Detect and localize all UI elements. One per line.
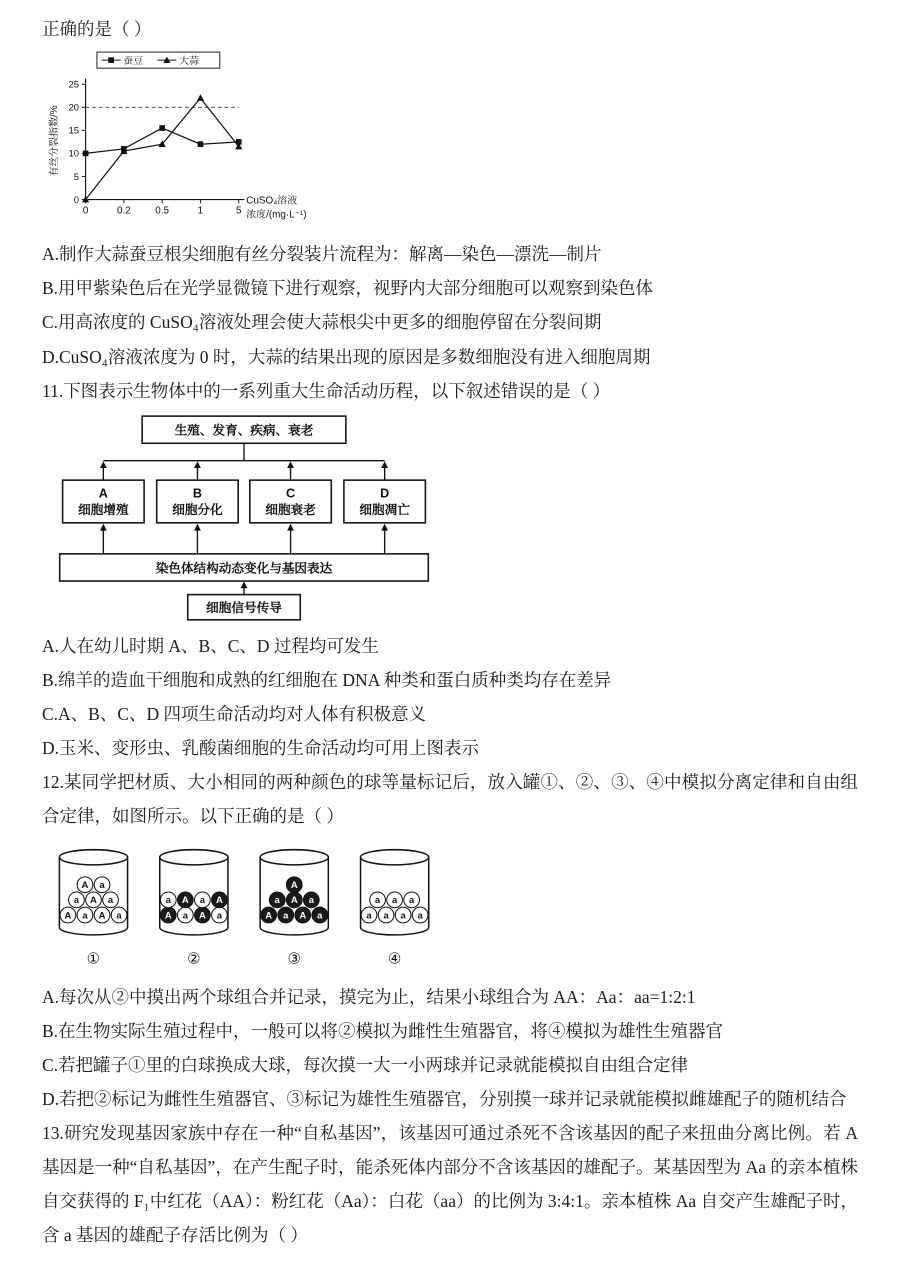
q12-stem: 12.某同学把材质、大小相同的两种颜色的球等量标记后，放入罐①、②、③、④中模拟分离定律和自由组合定律，如图所示。以下正确的是（ ） <box>42 772 858 827</box>
box-a-letter: A <box>98 486 108 501</box>
q10-option-b: B.用甲紫染色后在光学显微镜下进行观察，视野内大部分细胞可以观察到染色体 <box>42 278 654 299</box>
svg-text:10: 10 <box>68 148 79 160</box>
svg-text:20: 20 <box>68 102 79 114</box>
svg-text:大蒜: 大蒜 <box>179 56 199 68</box>
svg-text:A: A <box>81 879 89 891</box>
svg-text:a: a <box>182 909 188 921</box>
box-c-letter: C <box>286 486 296 501</box>
svg-text:0: 0 <box>82 205 89 217</box>
jars-illustration <box>46 844 444 969</box>
svg-text:④: ④ <box>387 949 402 967</box>
svg-text:A: A <box>98 909 106 921</box>
q11-option-b: B.绵羊的造血干细胞和成熟的红细胞在 DNA 种类和蛋白质种类均存在差异 <box>42 669 612 690</box>
svg-text:A: A <box>198 909 206 921</box>
q10-option-c: C.用高浓度的 CuSO₄溶液处理会使大蒜根尖中更多的细胞停留在分裂间期 <box>42 312 602 333</box>
svg-text:0.5: 0.5 <box>155 205 170 217</box>
q11-stem: 11.下图表示生物体中的一系列重大生命活动历程，以下叙述错误的是（ ） <box>42 380 611 401</box>
svg-text:a: a <box>99 879 105 891</box>
q12-option-a: A.每次从②中摸出两个球组合并记录，摸完为止，结果小球组合为 AA：Aa：aa=1:2:1 <box>42 986 696 1007</box>
svg-text:a: a <box>391 894 398 906</box>
svg-text:A: A <box>90 894 97 906</box>
svg-text:CuSO₄溶液: CuSO₄溶液 <box>246 195 298 207</box>
box-b-letter: B <box>192 486 202 501</box>
box-a-label: 细胞增殖 <box>78 502 129 517</box>
svg-text:A: A <box>181 894 189 906</box>
mitotic-index-chart-figure <box>44 50 858 235</box>
svg-text:③: ③ <box>287 949 302 967</box>
svg-text:A: A <box>64 909 72 921</box>
intro-line: 正确的是（ ） <box>42 19 152 39</box>
box-d-letter: D <box>380 486 390 501</box>
diagram-middle-label: 染色体结构动态变化与基因表达 <box>155 561 333 576</box>
svg-text:A: A <box>164 909 172 921</box>
svg-text:有丝分裂指数/%: 有丝分裂指数/% <box>49 105 61 177</box>
svg-text:a: a <box>82 909 88 921</box>
svg-text:5: 5 <box>73 171 79 183</box>
svg-text:25: 25 <box>68 79 79 91</box>
svg-text:a: a <box>374 894 381 906</box>
q11-option-a: A.人在幼儿时期 A、B、C、D 过程均可发生 <box>42 635 379 656</box>
svg-text:15: 15 <box>68 125 79 137</box>
svg-text:蚕豆: 蚕豆 <box>123 56 144 68</box>
svg-text:a: a <box>199 894 206 906</box>
svg-text:浓度/(mg·L⁻¹): 浓度/(mg·L⁻¹) <box>246 209 307 221</box>
box-b-label: 细胞分化 <box>172 502 223 517</box>
box-c-label: 细胞衰老 <box>265 502 316 517</box>
diagram-bottom-label: 细胞信号传导 <box>206 600 282 615</box>
svg-text:a: a <box>107 894 114 906</box>
svg-text:0.2: 0.2 <box>116 205 131 217</box>
svg-text:a: a <box>216 909 223 921</box>
svg-text:a: a <box>417 909 423 921</box>
q11-option-c: C.A、B、C、D 四项生命活动均对人体有积极意义 <box>42 704 427 724</box>
svg-text:①: ① <box>86 949 101 967</box>
svg-text:a: a <box>165 894 171 906</box>
q11-option-d: D.玉米、变形虫、乳酸菌细胞的生命活动均可用上图表示 <box>42 738 480 759</box>
jars-figure <box>46 844 858 974</box>
svg-text:a: a <box>283 909 289 921</box>
svg-text:②: ② <box>187 949 201 967</box>
svg-text:A: A <box>290 894 298 906</box>
svg-text:A: A <box>265 909 273 921</box>
svg-text:A: A <box>299 909 307 921</box>
q10-option-a: A.制作大蒜蚕豆根尖细胞有丝分裂装片流程为：解离—染色—漂洗—制片 <box>42 244 602 265</box>
svg-text:A: A <box>216 894 223 906</box>
life-activity-diagram <box>50 412 438 622</box>
diagram-top-label: 生殖、发育、疾病、衰老 <box>174 423 314 438</box>
q10-option-d: D.CuSO₄溶液浓度为 0 时，大蒜的结果出现的原因是多数细胞没有进入细胞周期 <box>42 346 651 367</box>
svg-text:a: a <box>383 909 389 921</box>
q12-option-b: B.在生物实际生殖过程中，一般可以将②模拟为雌性生殖器官，将④模拟为雄性生殖器官 <box>42 1020 724 1041</box>
svg-text:a: a <box>274 894 280 906</box>
q12-option-c: C.若把罐子①里的白球换成大球，每次摸一大一小两球并记录就能模拟自由组合定律 <box>42 1054 689 1075</box>
svg-text:5: 5 <box>235 205 242 217</box>
svg-text:a: a <box>317 909 323 921</box>
box-d-label: 细胞凋亡 <box>359 502 410 517</box>
svg-text:a: a <box>400 909 406 921</box>
svg-text:a: a <box>409 894 415 906</box>
svg-text:A: A <box>290 879 298 891</box>
q13-text: 13.研究发现基因家族中存在一种“自私基因”，该基因可通过杀死不含该基因的配子来扭曲分离比例。若 A 基因是一种“自私基因”，在产生配子时，能杀死体内部分不含该基因的雄配子。某基因型为 Aa 的亲本植株自交获得的 F₁中红花（AA）：粉红花（Aa）：白花（aa）的比例为 3:4:1。亲本植株 Aa 自交产生雄配子时，含 a 基因的雄配子存活比例为（ ） <box>42 1123 858 1246</box>
life-activity-diagram-figure <box>50 412 858 627</box>
svg-text:a: a <box>308 894 314 906</box>
svg-text:a: a <box>73 894 80 906</box>
svg-text:a: a <box>116 909 122 921</box>
svg-text:1: 1 <box>197 205 204 217</box>
mitotic-index-chart <box>44 50 320 230</box>
svg-text:a: a <box>366 909 372 921</box>
svg-text:0: 0 <box>73 194 79 206</box>
q12-option-d: D.若把②标记为雌性生殖器官、③标记为雄性生殖器官，分别摸一球并记录就能模拟雌雄配子的随机结合 <box>42 1088 847 1109</box>
